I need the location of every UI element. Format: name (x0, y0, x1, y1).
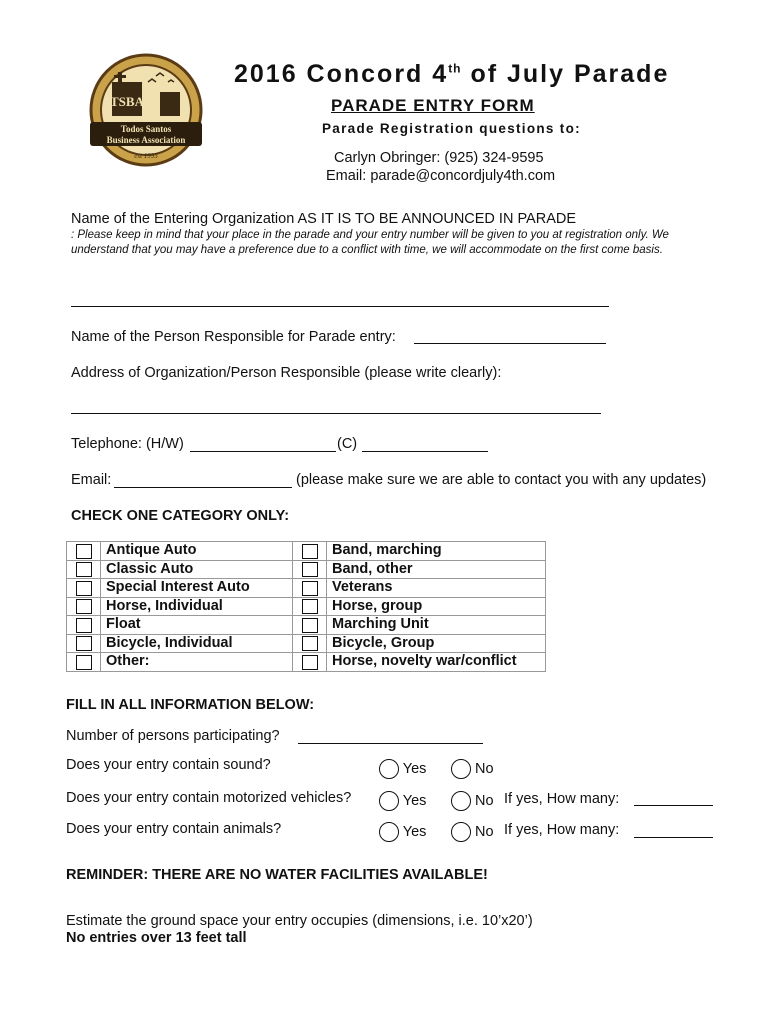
category-checkbox-cell[interactable] (67, 616, 101, 635)
category-checkbox-cell[interactable] (293, 579, 327, 598)
person-field[interactable] (414, 343, 606, 344)
category-checkbox-cell[interactable] (67, 653, 101, 672)
horse-individual-checkbox[interactable] (76, 599, 92, 614)
bicycle-individual-checkbox[interactable] (76, 636, 92, 651)
category-checkbox-cell[interactable] (293, 616, 327, 635)
yes-label: Yes (402, 792, 427, 809)
telephone-label: Telephone: (H/W) (71, 436, 184, 452)
vehicles-no-radio[interactable] (451, 791, 471, 811)
category-checkbox-cell[interactable] (293, 634, 327, 653)
svg-text:Business Association: Business Association (106, 135, 186, 145)
category-checkbox-cell[interactable] (67, 579, 101, 598)
float-checkbox[interactable] (76, 618, 92, 633)
band-other-checkbox[interactable] (302, 562, 318, 577)
yes-label: Yes (402, 760, 427, 777)
contact-email: Email: parade@concordjuly4th.com (326, 168, 556, 184)
band-marching-checkbox[interactable] (302, 544, 318, 559)
category-label: Bicycle, Individual (101, 634, 293, 653)
category-label: Bicycle, Group (327, 634, 546, 653)
vehicles-how-many-label: If yes, How many: (504, 791, 620, 807)
animals-label: Does your entry contain animals? (66, 821, 282, 837)
category-label: Marching Unit (327, 616, 546, 635)
sound-no-option[interactable] (451, 759, 494, 779)
org-name-note: : Please keep in mind that your place in the parade and your entry number will be given to you at registration only. We understand that you may have a preference due to a conflict with time, we will accommodate on the first come basis. (71, 229, 669, 256)
category-label: Classic Auto (101, 560, 293, 579)
category-row (67, 616, 546, 635)
category-checkbox-cell[interactable] (293, 653, 327, 672)
ground-space-label: Estimate the ground space your entry occupies (dimensions, i.e. 10’x20’) (66, 913, 533, 929)
category-row (67, 542, 546, 561)
contact-phone: Carlyn Obringer: (925) 324-9595 (334, 150, 544, 166)
height-limit-note: No entries over 13 feet tall (66, 930, 247, 946)
category-label: Horse, novelty war/conflict (327, 653, 546, 672)
category-checkbox-cell[interactable] (293, 597, 327, 616)
vehicles-how-many-field[interactable] (634, 805, 713, 806)
horse-group-checkbox[interactable] (302, 599, 318, 614)
address-field[interactable] (71, 413, 601, 414)
category-checkbox-cell[interactable] (67, 597, 101, 616)
animals-yes-radio[interactable] (379, 822, 399, 842)
animals-yes-option[interactable] (379, 822, 426, 842)
info-heading: FILL IN ALL INFORMATION BELOW: (66, 697, 315, 713)
form-subtitle: PARADE ENTRY FORM (331, 96, 535, 115)
tsba-logo (88, 52, 204, 170)
category-label: Horse, Individual (101, 597, 293, 616)
telephone-hw-field[interactable] (190, 451, 336, 452)
category-heading: CHECK ONE CATEGORY ONLY: (71, 508, 290, 524)
category-label: Special Interest Auto (101, 579, 293, 598)
category-row (67, 579, 546, 598)
category-checkbox-cell[interactable] (293, 560, 327, 579)
email-field[interactable] (114, 487, 292, 488)
other-checkbox[interactable] (76, 655, 92, 670)
category-table (66, 541, 546, 672)
vehicles-yes-option[interactable] (379, 791, 426, 811)
sound-yes-option[interactable] (379, 759, 426, 779)
svg-text:est 1993: est 1993 (134, 152, 158, 160)
category-label: Band, marching (327, 542, 546, 561)
email-label: Email: (71, 472, 112, 488)
no-label: No (475, 823, 494, 840)
animals-how-many-field[interactable] (634, 837, 713, 838)
vehicles-no-option[interactable] (451, 791, 494, 811)
category-label: Band, other (327, 560, 546, 579)
category-label: Antique Auto (101, 542, 293, 561)
svg-text:Todos Santos: Todos Santos (120, 124, 172, 134)
special-interest-auto-checkbox[interactable] (76, 581, 92, 596)
sound-no-radio[interactable] (451, 759, 471, 779)
category-checkbox-cell[interactable] (67, 542, 101, 561)
address-label: Address of Organization/Person Responsible (please write clearly): (71, 365, 502, 381)
svg-text:TSBA: TSBA (110, 94, 144, 109)
category-row (67, 653, 546, 672)
category-checkbox-cell[interactable] (67, 634, 101, 653)
category-row (67, 597, 546, 616)
persons-label: Number of persons participating? (66, 728, 280, 744)
category-label: Other: (101, 653, 293, 672)
animals-no-radio[interactable] (451, 822, 471, 842)
sound-yes-radio[interactable] (379, 759, 399, 779)
no-label: No (475, 760, 494, 777)
horse-novelty-checkbox[interactable] (302, 655, 318, 670)
antique-auto-checkbox[interactable] (76, 544, 92, 559)
registration-questions-label: Parade Registration questions to: (322, 121, 581, 136)
org-name-label: Name of the Entering Organization AS IT IS TO BE ANNOUNCED IN PARADE (71, 211, 577, 227)
telephone-cell-label: (C) (337, 436, 358, 452)
vehicles-yes-radio[interactable] (379, 791, 399, 811)
animals-how-many-label: If yes, How many: (504, 822, 620, 838)
persons-field[interactable] (298, 743, 483, 744)
category-checkbox-cell[interactable] (67, 560, 101, 579)
telephone-cell-field[interactable] (362, 451, 488, 452)
yes-label: Yes (402, 823, 427, 840)
bicycle-group-checkbox[interactable] (302, 636, 318, 651)
category-label: Horse, group (327, 597, 546, 616)
org-name-field[interactable] (71, 306, 609, 307)
page-title: 2016 Concord 4th of July Parade (234, 60, 670, 88)
category-row (67, 560, 546, 579)
person-label: Name of the Person Responsible for Parade entry: (71, 329, 396, 345)
animals-no-option[interactable] (451, 822, 494, 842)
category-checkbox-cell[interactable] (293, 542, 327, 561)
classic-auto-checkbox[interactable] (76, 562, 92, 577)
sound-label: Does your entry contain sound? (66, 757, 271, 773)
marching-unit-checkbox[interactable] (302, 618, 318, 633)
vehicles-label: Does your entry contain motorized vehicles? (66, 790, 352, 806)
no-label: No (475, 792, 494, 809)
category-label: Veterans (327, 579, 546, 598)
category-row (67, 634, 546, 653)
category-label: Float (101, 616, 293, 635)
water-reminder: REMINDER: THERE ARE NO WATER FACILITIES AVAILABLE! (66, 867, 488, 883)
email-note: (please make sure we are able to contact you with any updates) (296, 472, 707, 488)
veterans-checkbox[interactable] (302, 581, 318, 596)
